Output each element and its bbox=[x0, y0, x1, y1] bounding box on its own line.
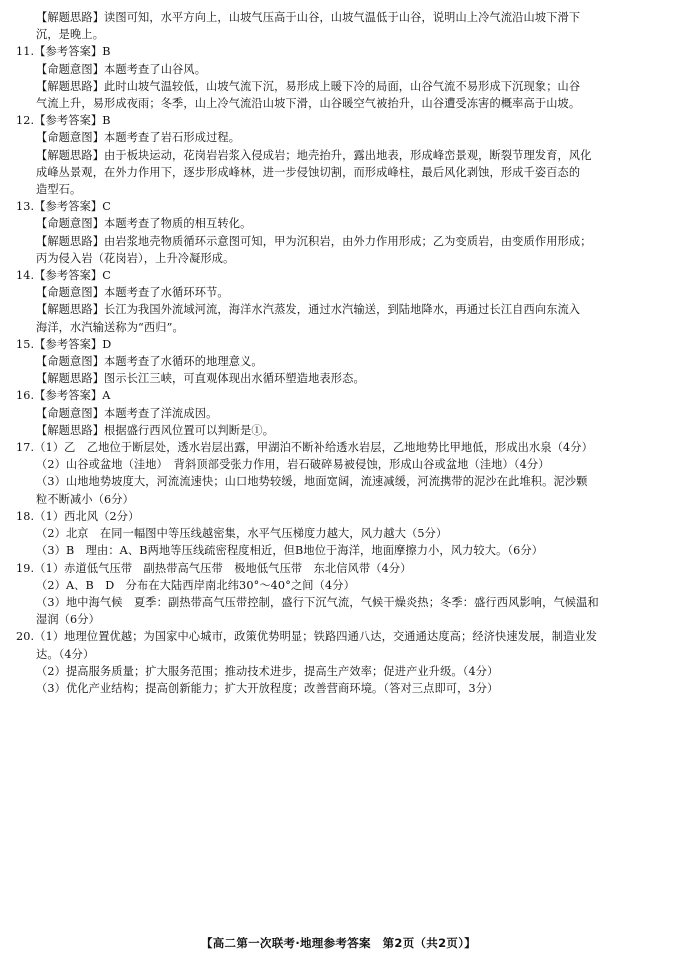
text-line: （2）A、B D 分布在大陆西岸南北纬30°～40°之间（4分） bbox=[36, 578, 355, 592]
text-line: （2）北京 在同一幅图中等压线越密集，水平气压梯度力越大，风力越大（5分） bbox=[36, 527, 448, 541]
text-line: 达。（4分） bbox=[36, 647, 95, 661]
text-line: 气流上升，易形成夜雨；冬季，山上冷气流沿山坡下滑，山谷暖空气被抬升，山谷遭受冻害的概率高于山坡。 bbox=[36, 97, 581, 111]
text-line: 成峰丛景观，在外力作用下，逐步形成峰林，进一步侵蚀切割，而形成峰柱，最后风化剥蚀，形成千姿百态的 bbox=[36, 165, 581, 179]
text-line: 【命题意图】本题考查了山谷风。 bbox=[36, 62, 207, 76]
text-line: 【解题思路】长江为我国外流域河流，海洋水汽蒸发，通过水汽输送，到陆地降水，再通过长江自西向东流入 bbox=[36, 303, 581, 317]
text-line: 【命题意图】本题考查了水循环的地理意义。 bbox=[36, 355, 263, 369]
text-line: 【解题思路】图示长江三峡，可直观体现出水循环塑造地表形态。 bbox=[36, 372, 365, 386]
text-line: 【命题意图】本题考查了岩石形成过程。 bbox=[36, 131, 241, 145]
page-footer: 【高二第一次联考·地理参考答案 第2页（共2页）】 bbox=[200, 936, 477, 950]
text-line: 粒不断减小（6分） bbox=[36, 492, 134, 506]
text-line: 13.【参考答案】C bbox=[16, 200, 111, 214]
text-line: 14.【参考答案】C bbox=[16, 269, 111, 283]
text-line: 【命题意图】本题考查了洋流成因。 bbox=[36, 406, 218, 420]
text-line: 【解题思路】由岩浆地壳物质循环示意图可知，甲为沉积岩，由外力作用形成；乙为变质岩，由变质作用形成； bbox=[36, 234, 592, 248]
text-line: 【解题思路】根据盛行西风位置可以判断是①。 bbox=[36, 423, 275, 437]
text-line: 【解题思路】由于板块运动，花岗岩岩浆入侵成岩；地壳抬升，露出地表，形成峰峦景观，断裂节理发育，风化 bbox=[36, 148, 592, 162]
text-line: 【命题意图】本题考查了物质的相互转化。 bbox=[36, 217, 252, 231]
text-line: 17.（1）乙 乙地位于断层处，透水岩层出露，甲湖泊不断补给透水岩层，乙地地势比甲地低，形成出水泉（4分） bbox=[16, 441, 593, 455]
text-line: 【解题思路】读图可知，水平方向上，山坡气压高于山谷，山坡气温低于山谷，说明山上冷气流沿山坡下滑下 bbox=[36, 11, 581, 24]
text-line: 海洋，水汽输送称为“西归”。 bbox=[36, 320, 184, 334]
text-line: （2）提高服务质量；扩大服务范围；推动技术进步，提高生产效率；促进产业升级。（4分） bbox=[36, 664, 499, 678]
text-line: （3）山地地势坡度大，河流流速快；山口地势较缓，地面宽阔，流速减缓，河流携带的泥沙在此堆积。泥沙颗 bbox=[36, 475, 588, 489]
text-line: 沉，是晚上。 bbox=[36, 28, 105, 42]
answer-content bbox=[16, 9, 664, 697]
text-line: 【命题意图】本题考查了水循环环节。 bbox=[36, 286, 229, 300]
text-line: 12.【参考答案】B bbox=[16, 114, 111, 128]
text-line: 丙为侵入岩（花岗岩），上升冷凝形成。 bbox=[36, 251, 235, 265]
text-line: （3）地中海气候 夏季：副热带高气压带控制，盛行下沉气流，气候干燥炎热；冬季：盛行西风影响，气候温和 bbox=[36, 595, 599, 609]
text-line: 11.【参考答案】B bbox=[16, 45, 111, 59]
text-line: （3）B 理由：A、B两地等压线疏密程度相近，但B地位于海洋，地面摩擦力小，风力较大。（6分） bbox=[36, 544, 544, 558]
text-line: 【解题思路】此时山坡气温较低，山坡气流下沉，易形成上暖下冷的局面，山谷气流不易形成下沉现象；山谷 bbox=[36, 79, 581, 93]
text-line: 湿润（6分） bbox=[36, 613, 100, 627]
text-line: 16.【参考答案】A bbox=[16, 389, 111, 403]
text-line: 15.【参考答案】D bbox=[16, 337, 112, 351]
text-line: 造型石。 bbox=[36, 183, 82, 197]
text-line: 20.（1）地理位置优越；为国家中心城市，政策优势明显；铁路四通八达，交通通达度高；经济快速发展，制造业发 bbox=[16, 630, 598, 644]
text-line: 18.（1）西北风（2分） bbox=[16, 509, 140, 523]
text-line: （3）优化产业结构；提高创新能力；扩大开放程度；改善营商环境。（答对三点即可，3分） bbox=[36, 681, 499, 695]
text-line: 19.（1）赤道低气压带 副热带高气压带 极地低气压带 东北信风带（4分） bbox=[16, 561, 412, 575]
text-line: （2）山谷或盆地（洼地） 背斜顶部受张力作用，岩石破碎易被侵蚀，形成山谷或盆地（洼地）（4分） bbox=[36, 458, 550, 472]
